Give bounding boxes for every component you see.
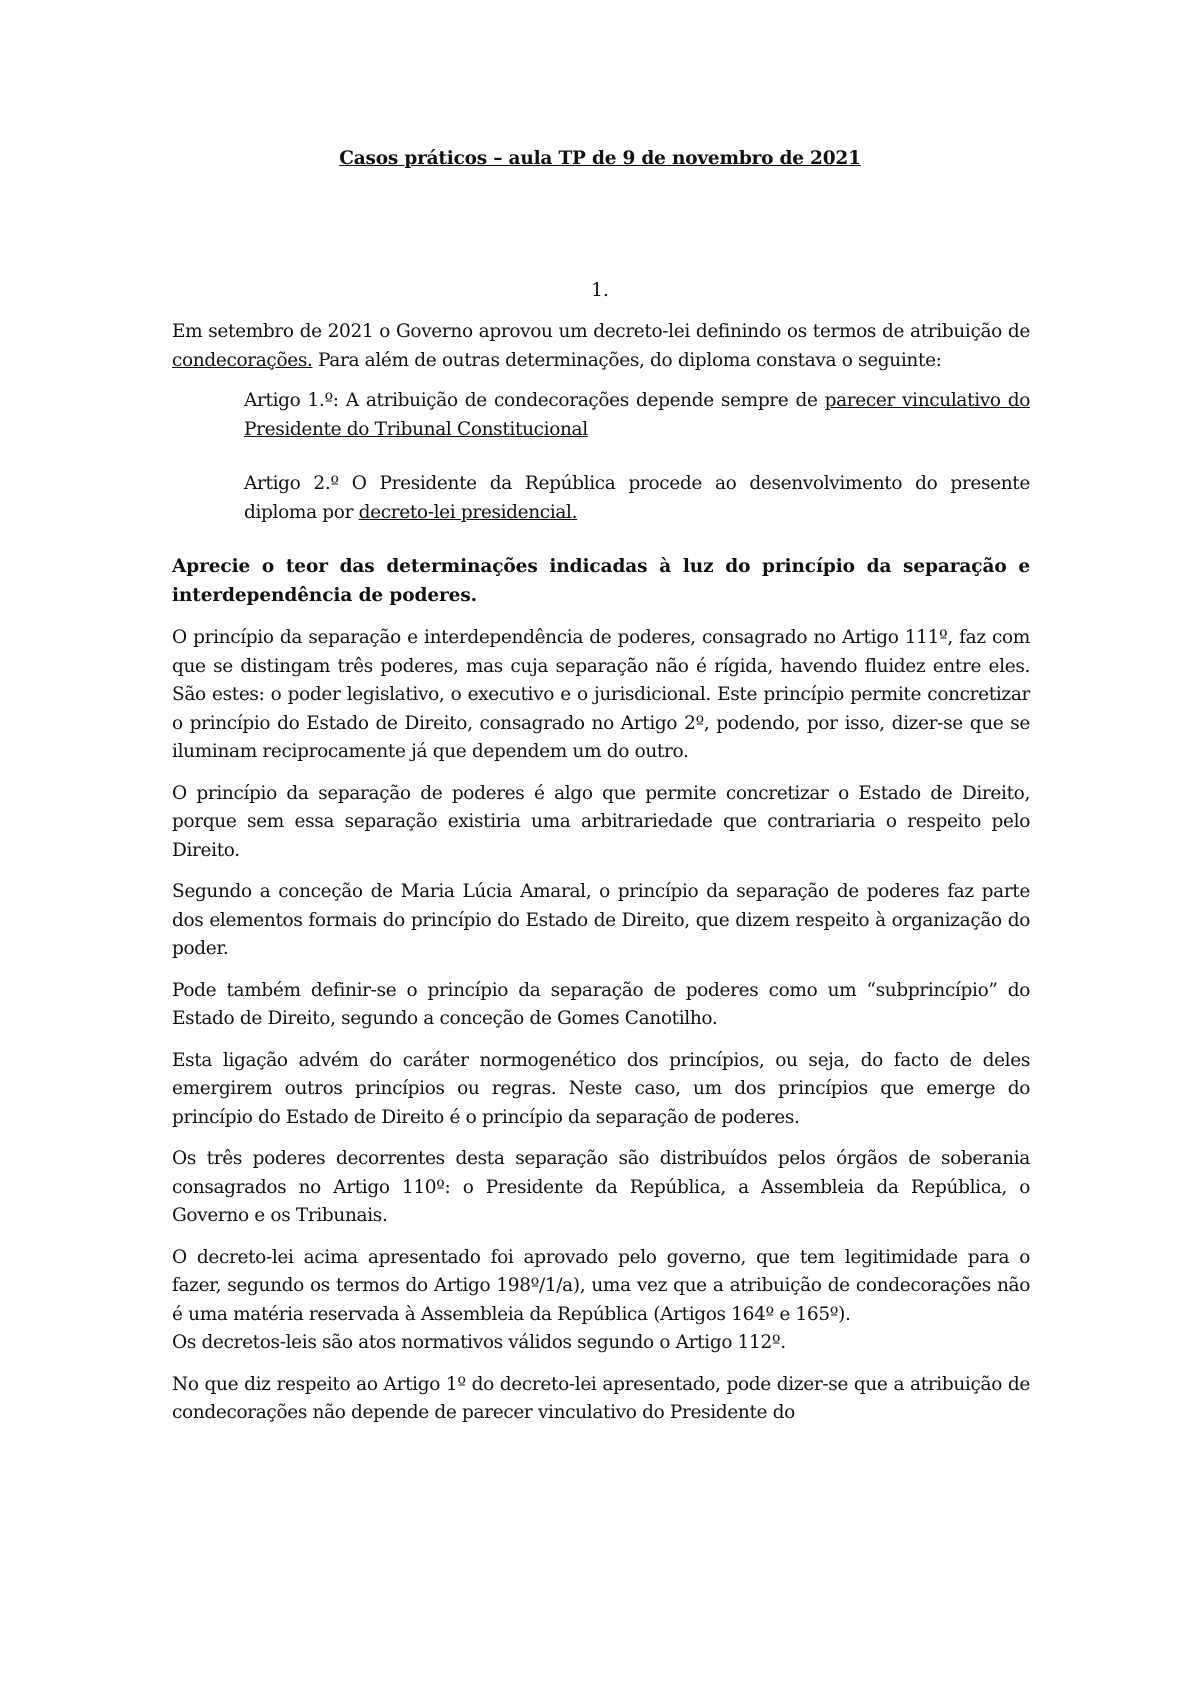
answer-paragraph: No que diz respeito ao Artigo 1º do decreto-lei apresentado, pode dizer-se que a atribuição de condecorações não depende de parecer vinculativo do Presidente do <box>172 1373 1030 1423</box>
case-statement-underlined: condecorações. <box>172 349 313 371</box>
answer-paragraph: O decreto-lei acima apresentado foi aprovado pelo governo, que tem legitimidade para o fazer, segundo os termos do Artigo 198º/1/a), uma vez que a atribuição de condecorações não é uma matéria reservada à Assembleia da República (Artigos 164º e 165º). <box>172 1246 1030 1325</box>
answer-paragraph: O princípio da separação e interdependência de poderes, consagrado no Artigo 111º, faz com que se distingam três poderes, mas cuja separação não é rígida, havendo fluidez entre eles. São estes: o poder legislativo, o executivo e o jurisdicional. Este princípio permite concretizar o princípio do Estado de Direito, consagrado no Artigo 2º, podendo, por isso, dizer-se que se iluminam reciprocamente já que dependem um do outro. <box>172 627 1030 762</box>
answer-paragraph: Os três poderes decorrentes desta separação são distribuídos pelos órgãos de soberania consagrados no Artigo 110º: o Presidente da República, a Assembleia da República, o Governo e os Tribunais. <box>172 1148 1030 1226</box>
case-statement-text: Em setembro de 2021 o Governo aprovou um decreto-lei definindo os termos de atribuição de <box>172 321 1030 342</box>
question-heading: Aprecie o teor das determinações indicadas à luz do princípio da separação e interdependência de poderes. <box>172 556 1030 606</box>
document-body <box>172 318 1030 1441</box>
article-2-underlined: decreto-lei presidencial. <box>358 501 578 523</box>
answer-paragraph: Esta ligação advém do caráter normogenético dos princípios, ou seja, do facto de deles emergirem outros princípios ou regras. Neste caso, um dos princípios que emerge do princípio do Estado de Direito é o princípio da separação de poderes. <box>172 1049 1030 1128</box>
article-1 <box>244 387 1030 444</box>
case-statement-text-end: Para além de outras determinações, do diploma constava o seguinte: <box>312 349 942 371</box>
case-number: 1. <box>591 280 609 301</box>
article-1-underlined: parecer vinculativo do Presidente do Tribunal Constitucional <box>244 390 1030 440</box>
case-statement <box>172 318 1030 375</box>
article-1-text: Artigo 1.º: A atribuição de condecorações depende sempre de <box>244 390 825 411</box>
article-2 <box>244 470 1030 527</box>
article-2-text: Artigo 2.º O Presidente da República procede ao desenvolvimento do presente diploma por <box>244 473 1030 523</box>
answer-paragraph: O princípio da separação de poderes é algo que permite concretizar o Estado de Direito, porque sem essa separação existiria uma arbitrariedade que contrariaria o respeito pelo Direito. <box>172 782 1030 861</box>
answer-paragraph: Os decretos-leis são atos normativos válidos segundo o Artigo 112º. <box>172 1332 786 1353</box>
document-title: Casos práticos – aula TP de 9 de novembro de 2021 <box>339 148 861 169</box>
answer-paragraph: Pode também definir-se o princípio da separação de poderes como um “subprincípio” do Estado de Direito, segundo a conceção de Gomes Canotilho. <box>172 979 1030 1029</box>
answer-paragraph: Segundo a conceção de Maria Lúcia Amaral, o princípio da separação de poderes faz parte dos elementos formais do princípio do Estado de Direito, que dizem respeito à organização do poder. <box>172 881 1030 959</box>
